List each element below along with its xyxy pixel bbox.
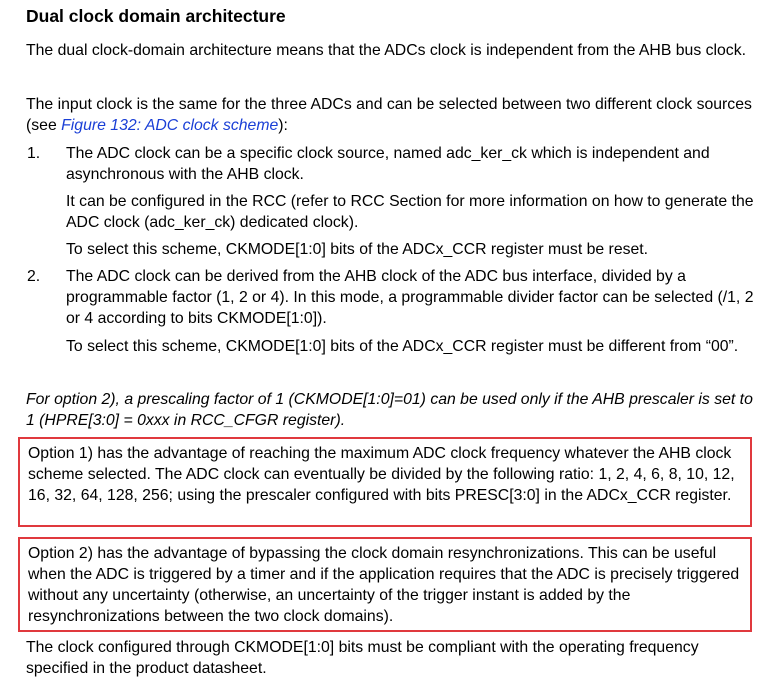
list-item-1-para-3: To select this scheme, CKMODE[1:0] bits of the ADCx_CCR register must be reset. (66, 241, 649, 258)
list-number-1: 1. (27, 145, 41, 162)
intro-paragraph: The dual clock-domain architecture means that the ADCs clock is independent from the AHB bus clock. (26, 42, 746, 59)
list-item-2-para-1: The ADC clock can be derived from the AHB clock of the ADC bus interface, divided by a programmable factor (1, 2 or 4). In this mode, a programmable divider factor can be selected (/1, 2 or 4 according to bits CKMODE[1:0]). (66, 268, 754, 327)
figure-132-link[interactable]: Figure 132: ADC clock scheme (61, 117, 279, 134)
option-2-text: Option 2) has the advantage of bypassing the clock domain resynchronizations. This can be useful when the ADC is triggered by a timer and if the application requires that the ADC is precisely triggered without any uncertainty (otherwise, an uncertainty of the trigger instant is added by the resynchronizations between the two clock domains). (28, 545, 740, 625)
input-clock-text-after: ): (278, 117, 288, 134)
list-item-1-para-2: It can be configured in the RCC (refer to RCC Section for more information on how to generate the ADC clock (adc_ker_ck) dedicated clock). (66, 193, 754, 231)
list-item-1-para-1: The ADC clock can be a specific clock source, named adc_ker_ck which is independent and asynchronous with the AHB clock. (66, 145, 710, 183)
list-number-2: 2. (27, 268, 41, 285)
section-title: Dual clock domain architecture (26, 6, 286, 26)
closing-paragraph: The clock configured through CKMODE[1:0] bits must be compliant with the operating frequency specified in the product datasheet. (26, 639, 699, 677)
prescaler-note: For option 2), a prescaling factor of 1 (CKMODE[1:0]=01) can be used only if the AHB prescaler is set to 1 (HPRE[3:0] = 0xxx in RCC_CFGR register). (26, 391, 753, 429)
option-2-highlight-box (18, 537, 752, 632)
option-1-highlight-box (18, 437, 752, 527)
input-clock-text-before: The input clock is the same for the three ADCs and can be selected between two different clock sources (see (26, 96, 752, 134)
option-1-text: Option 1) has the advantage of reaching the maximum ADC clock frequency whatever the AHB clock scheme selected. The ADC clock can eventually be divided by the following ratio: 1, 2, 4, 6, 8, 10, 12, 16, 32, 64, 128, 256; using the prescaler configured with bits PRESC[3:0] in the ADCx_CCR register. (28, 445, 735, 504)
list-item-2-para-2: To select this scheme, CKMODE[1:0] bits of the ADCx_CCR register must be different from “00”. (66, 338, 739, 355)
input-clock-paragraph (26, 94, 756, 136)
